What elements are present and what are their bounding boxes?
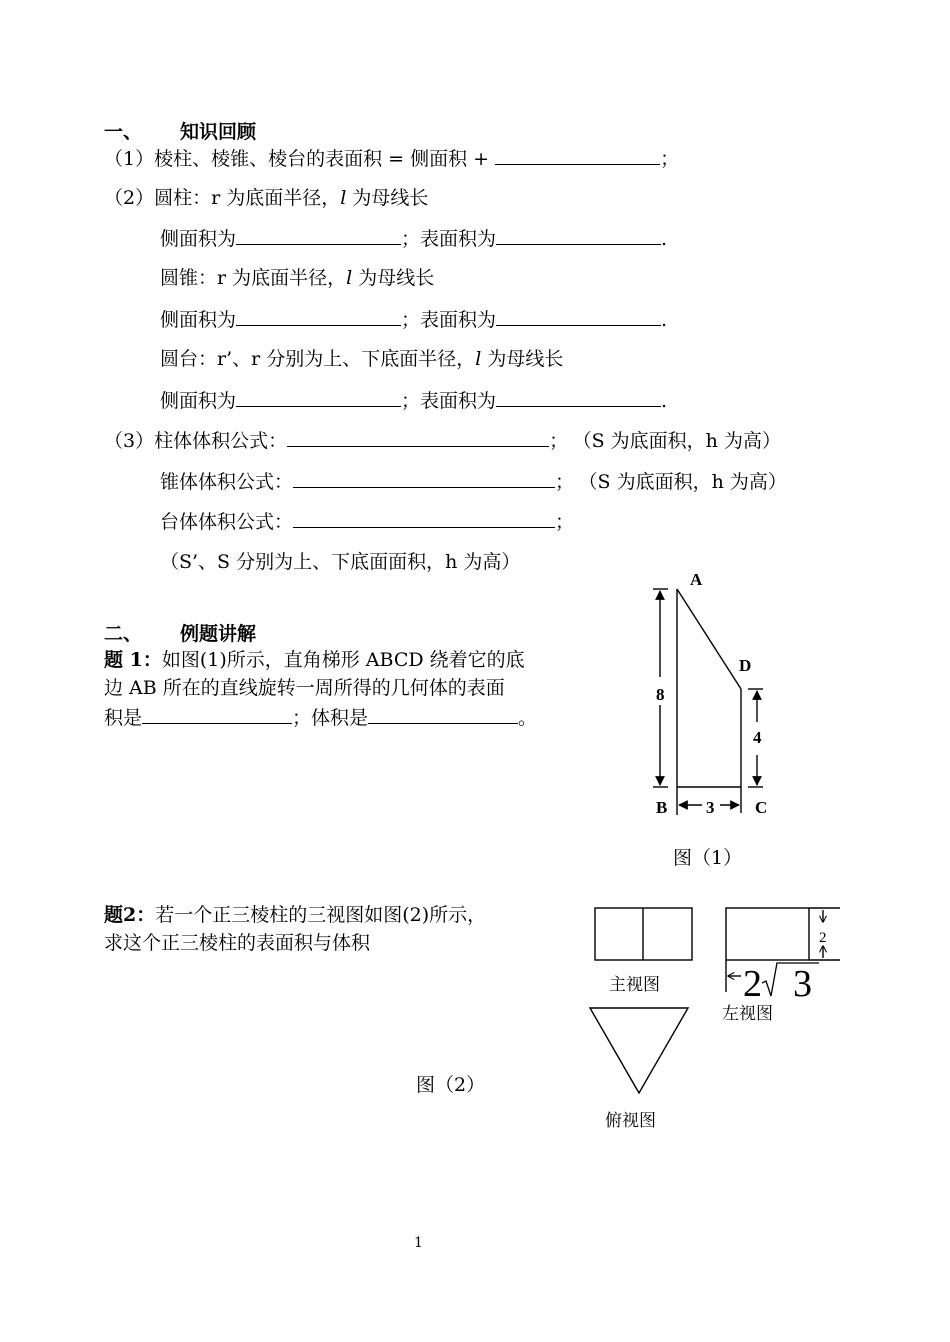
top-view-label: 俯视图 <box>605 1111 656 1131</box>
blank-cone-lateral <box>236 307 401 326</box>
problem-2-line-2: 求这个正三棱柱的表面积与体积 <box>104 932 371 954</box>
blank-cylinder-lateral <box>236 226 401 245</box>
lateral-label: 侧面积为 <box>160 390 237 412</box>
frustum-definition <box>160 347 563 371</box>
period: . <box>661 228 668 250</box>
side-view-label: 左视图 <box>722 1004 773 1023</box>
blank-problem-1-surface <box>142 705 292 724</box>
edge-da <box>677 589 741 689</box>
blank-pyramid-volume <box>293 469 555 488</box>
pyramid-volume <box>160 469 787 494</box>
side-view-rect <box>726 908 809 960</box>
figure-1-trapezoid <box>630 565 780 825</box>
blank-prism-volume <box>287 428 549 447</box>
surface-label: 积是 <box>104 707 143 729</box>
side-width-coef: 2 <box>743 963 762 1005</box>
vertex-b: B <box>656 798 668 817</box>
period: 。 <box>518 707 538 729</box>
surface-label: ；表面积为 <box>401 390 497 412</box>
frustum-volume <box>160 509 574 534</box>
vertex-d: D <box>739 656 752 675</box>
side-height-label: 2 <box>819 930 827 946</box>
top-view-triangle <box>590 1008 688 1093</box>
lateral-label: 侧面积为 <box>160 228 237 250</box>
problem-1-line-2: 边 AB 所在的直线旋转一周所得的几何体的表面 <box>104 677 505 699</box>
dim-4-label: 4 <box>753 728 762 747</box>
figure-2-caption: 图（2） <box>416 1074 486 1096</box>
problem-1-line-3 <box>104 705 537 730</box>
cone-def-text: 圆锥：r 为底面半径， <box>160 267 347 289</box>
prism-note: （S 为底面积，h 为高） <box>582 430 781 452</box>
frustum-def-text: 圆台：r’、r 分别为上、下底面半径， <box>160 348 476 370</box>
lateral-label: 侧面积为 <box>160 309 237 331</box>
problem-2-text: 若一个正三棱柱的三视图如图(2)所示， <box>155 904 487 926</box>
side-width-radicand: 3 <box>793 963 812 1005</box>
slant-symbol: l <box>475 348 482 370</box>
slant-suffix: 为母线长 <box>352 267 435 289</box>
problem-1-label: 题 1： <box>104 649 162 671</box>
pyramid-note: （S 为底面积，h 为高） <box>588 471 787 493</box>
blank-cylinder-surface <box>496 226 661 245</box>
dim-8-label: 8 <box>656 685 665 704</box>
surface-label: ；表面积为 <box>401 228 497 250</box>
item-1-suffix: ； <box>660 148 680 170</box>
volume-label: ；体积是 <box>292 707 369 729</box>
period: . <box>661 309 668 331</box>
pyramid-volume-label: 锥体体积公式： <box>160 471 294 493</box>
semicolon: ； <box>555 471 575 493</box>
vertex-a: A <box>690 570 703 589</box>
section-2-title: 例题讲解 <box>180 623 257 645</box>
semicolon: ； <box>555 511 575 533</box>
problem-1-line-1 <box>104 648 525 672</box>
item-1 <box>104 146 679 171</box>
blank-problem-1-volume <box>368 705 518 724</box>
front-view-label: 主视图 <box>609 975 660 994</box>
cylinder-areas <box>160 226 667 251</box>
figure-2-three-views <box>585 900 845 1100</box>
section-1-title: 知识回顾 <box>180 121 257 143</box>
period: . <box>661 390 668 412</box>
frustum-volume-label: 台体体积公式： <box>160 511 294 533</box>
semicolon: ； <box>549 430 569 452</box>
surface-label: ；表面积为 <box>401 309 497 331</box>
cone-definition <box>160 266 434 290</box>
problem-1-text: 如图(1)所示，直角梯形 ABCD 绕着它的底 <box>161 649 525 671</box>
problem-2-line-1 <box>104 903 486 927</box>
dim-3-label: 3 <box>706 798 715 817</box>
figure-1-caption: 图（1） <box>673 847 743 869</box>
problem-2-label: 题2： <box>104 904 156 926</box>
prism-volume-label: （3）柱体体积公式： <box>104 430 288 452</box>
page-number: 1 <box>414 1235 423 1251</box>
blank-surface-area <box>495 146 660 165</box>
frustum-areas <box>160 388 667 413</box>
blank-frustum-lateral <box>236 388 401 407</box>
section-2-number: 二、 <box>104 623 143 645</box>
slant-symbol: l <box>340 187 347 209</box>
slant-suffix: 为母线长 <box>481 348 564 370</box>
cylinder-definition <box>104 186 428 210</box>
slant-symbol: l <box>346 267 353 289</box>
item-1-text: （1）棱柱、棱锥、棱台的表面积 = 侧面积 + <box>104 148 496 170</box>
prism-volume <box>104 428 781 453</box>
blank-cone-surface <box>496 307 661 326</box>
frustum-volume-note: （S’、S 分别为上、下底面面积，h 为高） <box>160 551 521 573</box>
vertex-c: C <box>755 798 768 817</box>
slant-suffix: 为母线长 <box>346 187 429 209</box>
section-1-number: 一、 <box>104 121 143 143</box>
cylinder-def-text: （2）圆柱：r 为底面半径， <box>104 187 341 209</box>
blank-frustum-surface <box>496 388 661 407</box>
cone-areas <box>160 307 667 332</box>
blank-frustum-volume <box>293 509 555 528</box>
